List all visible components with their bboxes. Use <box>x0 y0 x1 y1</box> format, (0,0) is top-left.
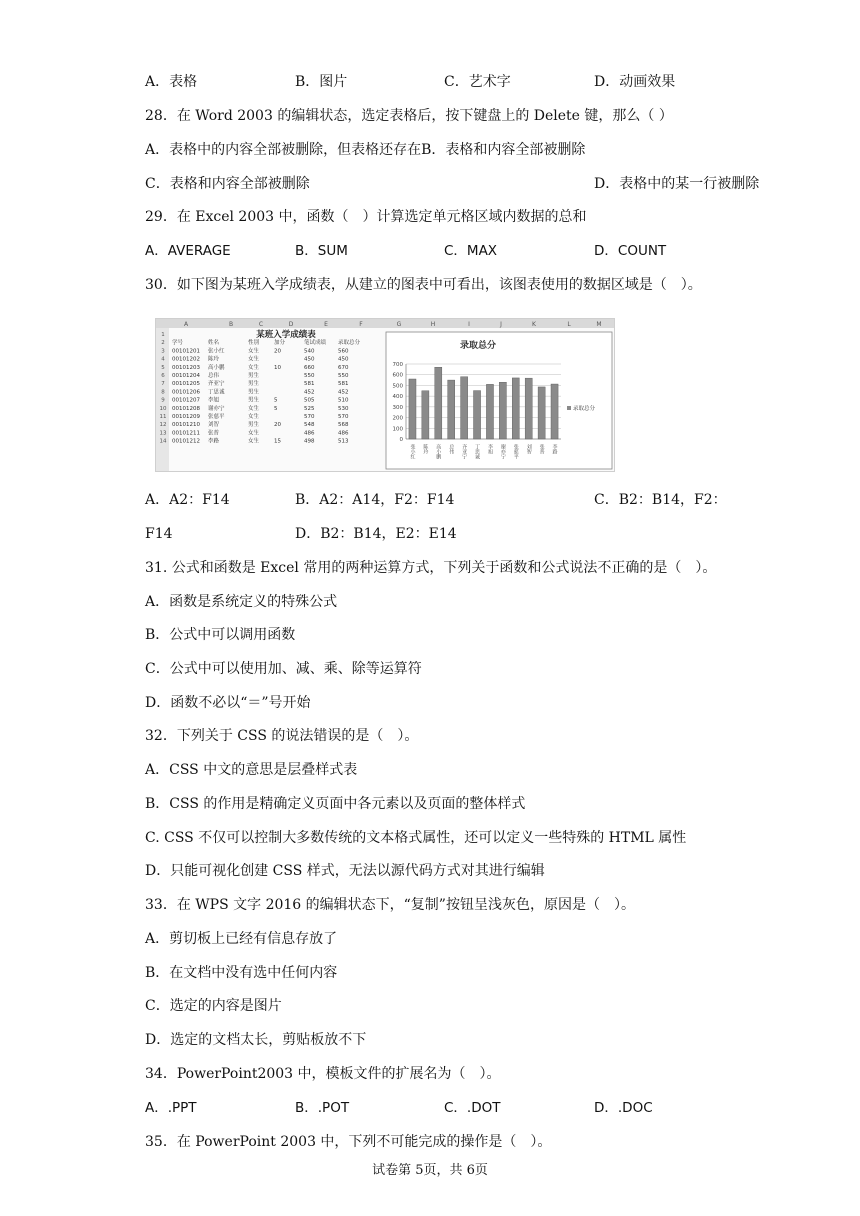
sheet-header-cell: 姓名 <box>208 340 220 347</box>
column-letter: J <box>500 321 502 328</box>
sheet-data-cell: 550 <box>338 373 349 379</box>
sheet-data-cell: 540 <box>304 348 315 355</box>
sheet-data-cell: 486 <box>304 430 315 437</box>
sheet-data-cell: 丁思诚 <box>208 389 225 396</box>
bar <box>525 378 532 439</box>
row-number: 3 <box>161 348 165 355</box>
bar <box>409 379 416 439</box>
sheet-data-cell: 450 <box>338 356 349 363</box>
x-tick-label: 张普 <box>538 444 545 454</box>
row-number: 14 <box>159 438 167 445</box>
sheet-data-cell: 女生 <box>248 430 260 437</box>
sheet-data-cell: 560 <box>338 348 349 355</box>
sheet-data-cell: 568 <box>338 422 349 429</box>
sheet-data-cell: 女生 <box>248 364 260 371</box>
bar <box>499 382 506 439</box>
x-tick-label: 谢亦宁 <box>499 444 506 459</box>
y-tick-label: 400 <box>392 394 403 401</box>
row-number: 6 <box>161 373 165 379</box>
sheet-data-cell: 486 <box>338 430 349 437</box>
sheet-data-cell: 10 <box>274 364 281 371</box>
sheet-data-cell: 670 <box>338 364 349 371</box>
column-letter: E <box>324 321 328 328</box>
x-tick-label: 刘智 <box>525 444 532 454</box>
q34-option-b: B．.POT <box>295 1100 350 1116</box>
column-letter: D <box>288 321 294 328</box>
row-number: 1 <box>161 332 165 338</box>
row-number: 7 <box>161 381 165 388</box>
sheet-data-cell: 女生 <box>248 405 260 412</box>
sheet-data-cell: 00101206 <box>172 389 200 396</box>
column-letter: I <box>468 321 470 328</box>
sheet-data-cell: 513 <box>338 438 349 445</box>
q32-option-d: D．只能可视化创建 CSS 样式，无法以源代码方式对其进行编辑 <box>145 863 545 879</box>
q27-option-c: C．艺术字 <box>444 74 511 90</box>
excel-screenshot <box>155 318 615 472</box>
q32-option-b: B．CSS 的作用是精确定义页面中各元素以及页面的整体样式 <box>145 796 526 812</box>
sheet-data-cell: 498 <box>304 438 315 445</box>
row-number: 4 <box>161 356 165 363</box>
sheet-data-cell: 总伟 <box>208 373 220 379</box>
q33-option-d: D．选定的文档太长，剪贴板放不下 <box>145 1032 367 1048</box>
x-tick-label: 张慈平 <box>512 444 519 459</box>
q30-option-c: C．B2：B14，F2： <box>594 492 727 508</box>
sheet-data-cell: 548 <box>304 422 315 429</box>
q27-option-d: D．动画效果 <box>594 74 676 90</box>
q30-stem: 30．如下图为某班入学成绩表，从建立的图表中可看出，该图表使用的数据区域是（ ）。 <box>145 277 702 293</box>
q33-option-c: C．选定的内容是图片 <box>145 998 282 1014</box>
page-footer: 试卷第 5页，共 6页 <box>372 1163 488 1178</box>
sheet-data-cell: 525 <box>304 405 315 412</box>
q29-stem: 29．在 Excel 2003 中，函数（ ）计算选定单元格区域内数据的总和 <box>145 209 587 225</box>
sheet-data-cell: 20 <box>274 422 281 429</box>
excel-sheet-and-chart <box>156 319 614 471</box>
y-tick-label: 200 <box>392 415 403 422</box>
x-tick-label: 总伟 <box>448 444 455 454</box>
sheet-data-cell: 00101201 <box>172 348 200 355</box>
q34-option-c: C．.DOT <box>444 1100 501 1116</box>
y-tick-label: 100 <box>392 426 403 433</box>
q33-option-b: B．在文档中没有选中任何内容 <box>145 965 338 981</box>
q31-option-c: C．公式中可以使用加、减、乘、除等运算符 <box>145 661 422 677</box>
q34-option-a: A．.PPT <box>145 1100 197 1116</box>
y-tick-label: 0 <box>399 437 403 443</box>
sheet-data-cell: 450 <box>304 356 315 363</box>
sheet-data-cell: 00101207 <box>172 397 200 404</box>
sheet-data-cell: 高小鹏 <box>208 364 225 371</box>
sheet-header-cell: 笔试成绩 <box>304 340 327 347</box>
sheet-data-cell: 李路 <box>208 438 220 445</box>
sheet-data-cell: 男生 <box>248 373 260 379</box>
sheet-data-cell: 张慈平 <box>208 414 225 420</box>
column-letter: B <box>228 321 234 328</box>
y-tick-label: 700 <box>392 362 403 368</box>
sheet-data-cell: 女生 <box>248 356 260 363</box>
q30-option-c-continued: F14 <box>145 526 173 542</box>
sheet-data-cell: 452 <box>338 389 349 396</box>
q28-option-d: D．表格中的某一行被删除 <box>594 176 760 192</box>
y-tick-label: 300 <box>392 404 403 411</box>
q27-option-a: A．表格 <box>145 74 198 90</box>
sheet-data-cell: 00101209 <box>172 414 200 420</box>
sheet-data-cell: 510 <box>338 397 349 404</box>
sheet-data-cell: 男生 <box>248 397 260 404</box>
column-letter: G <box>396 321 402 328</box>
q30-option-b: B．A2：A14，F2：F14 <box>295 492 455 508</box>
sheet-data-cell: 女生 <box>248 348 260 355</box>
q28-option-c: C．表格和内容全部被删除 <box>145 176 310 192</box>
q34-stem: 34．PowerPoint2003 中，模板文件的扩展名为（ ）。 <box>145 1066 501 1082</box>
column-letter: M <box>596 321 602 328</box>
q33-option-a: A．剪切板上已经有信息存放了 <box>145 931 338 947</box>
sheet-data-cell: 581 <box>338 381 349 388</box>
sheet-data-cell: 李旭 <box>208 397 220 404</box>
column-letter: K <box>532 321 536 328</box>
sheet-data-cell: 15 <box>274 438 281 445</box>
row-number: 10 <box>159 405 167 412</box>
sheet-title: 某班入学成绩表 <box>256 330 316 340</box>
row-number: 13 <box>159 430 167 437</box>
bar <box>538 387 545 439</box>
sheet-data-cell: 张小红 <box>208 348 225 355</box>
sheet-data-cell: 男生 <box>248 422 260 429</box>
x-tick-label: 李路 <box>551 444 558 454</box>
row-number: 11 <box>159 414 167 420</box>
x-tick-label: 高小鹏 <box>435 444 442 459</box>
q32-stem: 32．下列关于 CSS 的说法错误的是（ ）。 <box>145 728 419 744</box>
q34-option-d: D．.DOC <box>594 1100 653 1116</box>
sheet-data-cell: 女生 <box>248 438 260 445</box>
x-tick-label: 陈玲 <box>422 444 429 454</box>
sheet-header-cell: 加分 <box>274 340 286 347</box>
sheet-data-cell: 570 <box>338 414 349 420</box>
q32-option-c: C. CSS 不仅可以控制大多数传统的文本格式属性，还可以定义一些特殊的 HTML 属性 <box>145 830 687 846</box>
column-letter: F <box>359 321 363 328</box>
bar <box>551 384 558 439</box>
sheet-data-cell: 20 <box>274 348 281 355</box>
sheet-data-cell: 00101203 <box>172 364 200 371</box>
q31-option-b: B．公式中可以调用函数 <box>145 627 296 643</box>
bar <box>461 377 468 439</box>
y-tick-label: 500 <box>392 383 403 390</box>
row-number: 2 <box>161 340 165 347</box>
sheet-data-cell: 5 <box>274 405 278 412</box>
q29-option-b: B．SUM <box>295 243 348 259</box>
column-letter: A <box>183 321 189 328</box>
q28-option-ab: A．表格中的内容全部被删除，但表格还存在B．表格和内容全部被删除 <box>145 142 586 158</box>
q31-stem: 31. 公式和函数是 Excel 常用的两种运算方式，下列关于函数和公式说法不正确的是（ ）。 <box>145 560 717 576</box>
sheet-data-cell: 00101204 <box>172 373 200 379</box>
sheet-data-cell: 谢亦宁 <box>208 405 225 412</box>
q30-option-a: A．A2：F14 <box>145 492 230 508</box>
q30-option-d: D．B2：B14，E2：E14 <box>295 526 457 542</box>
legend-label: 录取总分 <box>573 406 596 412</box>
q28-stem: 28．在 Word 2003 的编辑状态，选定表格后，按下键盘上的 Delete 键，那么（ ） <box>145 108 673 124</box>
sheet-data-cell: 00101212 <box>172 438 200 445</box>
q31-option-d: D．函数不必以“＝”号开始 <box>145 695 311 711</box>
sheet-data-cell: 张普 <box>208 430 220 437</box>
q29-option-c: C．MAX <box>444 243 498 259</box>
row-number: 8 <box>161 389 165 396</box>
q35-stem: 35．在 PowerPoint 2003 中，下列不可能完成的操作是（ ）。 <box>145 1134 552 1150</box>
column-header-strip <box>156 319 614 328</box>
sheet-data-cell: 00101210 <box>172 422 200 429</box>
bar <box>486 384 493 439</box>
sheet-header-cell: 性别 <box>248 340 260 347</box>
sheet-data-cell: 452 <box>304 389 315 396</box>
q32-option-a: A．CSS 中文的意思是层叠样式表 <box>145 762 358 778</box>
sheet-data-cell: 刘智 <box>208 422 220 429</box>
sheet-data-cell: 570 <box>304 414 315 420</box>
sheet-data-cell: 男生 <box>248 389 260 396</box>
q31-option-a: A．函数是系统定义的特殊公式 <box>145 594 338 610</box>
row-number: 9 <box>161 397 165 404</box>
sheet-data-cell: 齐亚宁 <box>208 381 225 388</box>
bar <box>422 391 429 439</box>
sheet-data-cell: 00101208 <box>172 405 200 412</box>
chart-title: 录取总分 <box>459 341 497 351</box>
row-number: 12 <box>159 422 167 429</box>
sheet-data-cell: 00101202 <box>172 356 200 363</box>
q33-stem: 33．在 WPS 文字 2016 的编辑状态下，“复制”按钮呈浅灰色，原因是（ ）。 <box>145 897 635 913</box>
sheet-header-cell: 录取总分 <box>338 340 361 347</box>
y-tick-label: 600 <box>392 372 403 379</box>
x-tick-label: 丁思诚 <box>474 444 481 459</box>
q27-option-b: B．图片 <box>295 74 348 90</box>
x-tick-label: 李旭 <box>486 444 493 454</box>
bar <box>512 378 519 439</box>
row-number: 5 <box>161 364 165 371</box>
x-tick-label: 齐亚宁 <box>461 444 468 459</box>
sheet-data-cell: 女生 <box>248 414 260 420</box>
sheet-data-cell: 5 <box>274 397 278 404</box>
q29-option-a: A．AVERAGE <box>145 243 231 259</box>
column-letter: H <box>430 321 436 328</box>
bar <box>435 367 442 439</box>
bar <box>473 391 480 439</box>
sheet-data-cell: 00101211 <box>172 430 200 437</box>
sheet-data-cell: 581 <box>304 381 315 388</box>
sheet-data-cell: 530 <box>338 405 349 412</box>
column-letter: C <box>258 321 264 328</box>
q29-option-d: D．COUNT <box>594 243 667 259</box>
sheet-data-cell: 00101205 <box>172 381 200 388</box>
bar <box>448 380 455 439</box>
column-letter: L <box>567 321 571 328</box>
sheet-data-cell: 505 <box>304 397 315 404</box>
x-tick-label: 张小红 <box>409 444 416 459</box>
sheet-data-cell: 550 <box>304 373 315 379</box>
sheet-data-cell: 660 <box>304 364 315 371</box>
legend-swatch <box>567 406 571 410</box>
sheet-data-cell: 男生 <box>248 381 260 388</box>
sheet-header-cell: 学号 <box>172 340 184 347</box>
sheet-data-cell: 陈玲 <box>208 356 220 363</box>
